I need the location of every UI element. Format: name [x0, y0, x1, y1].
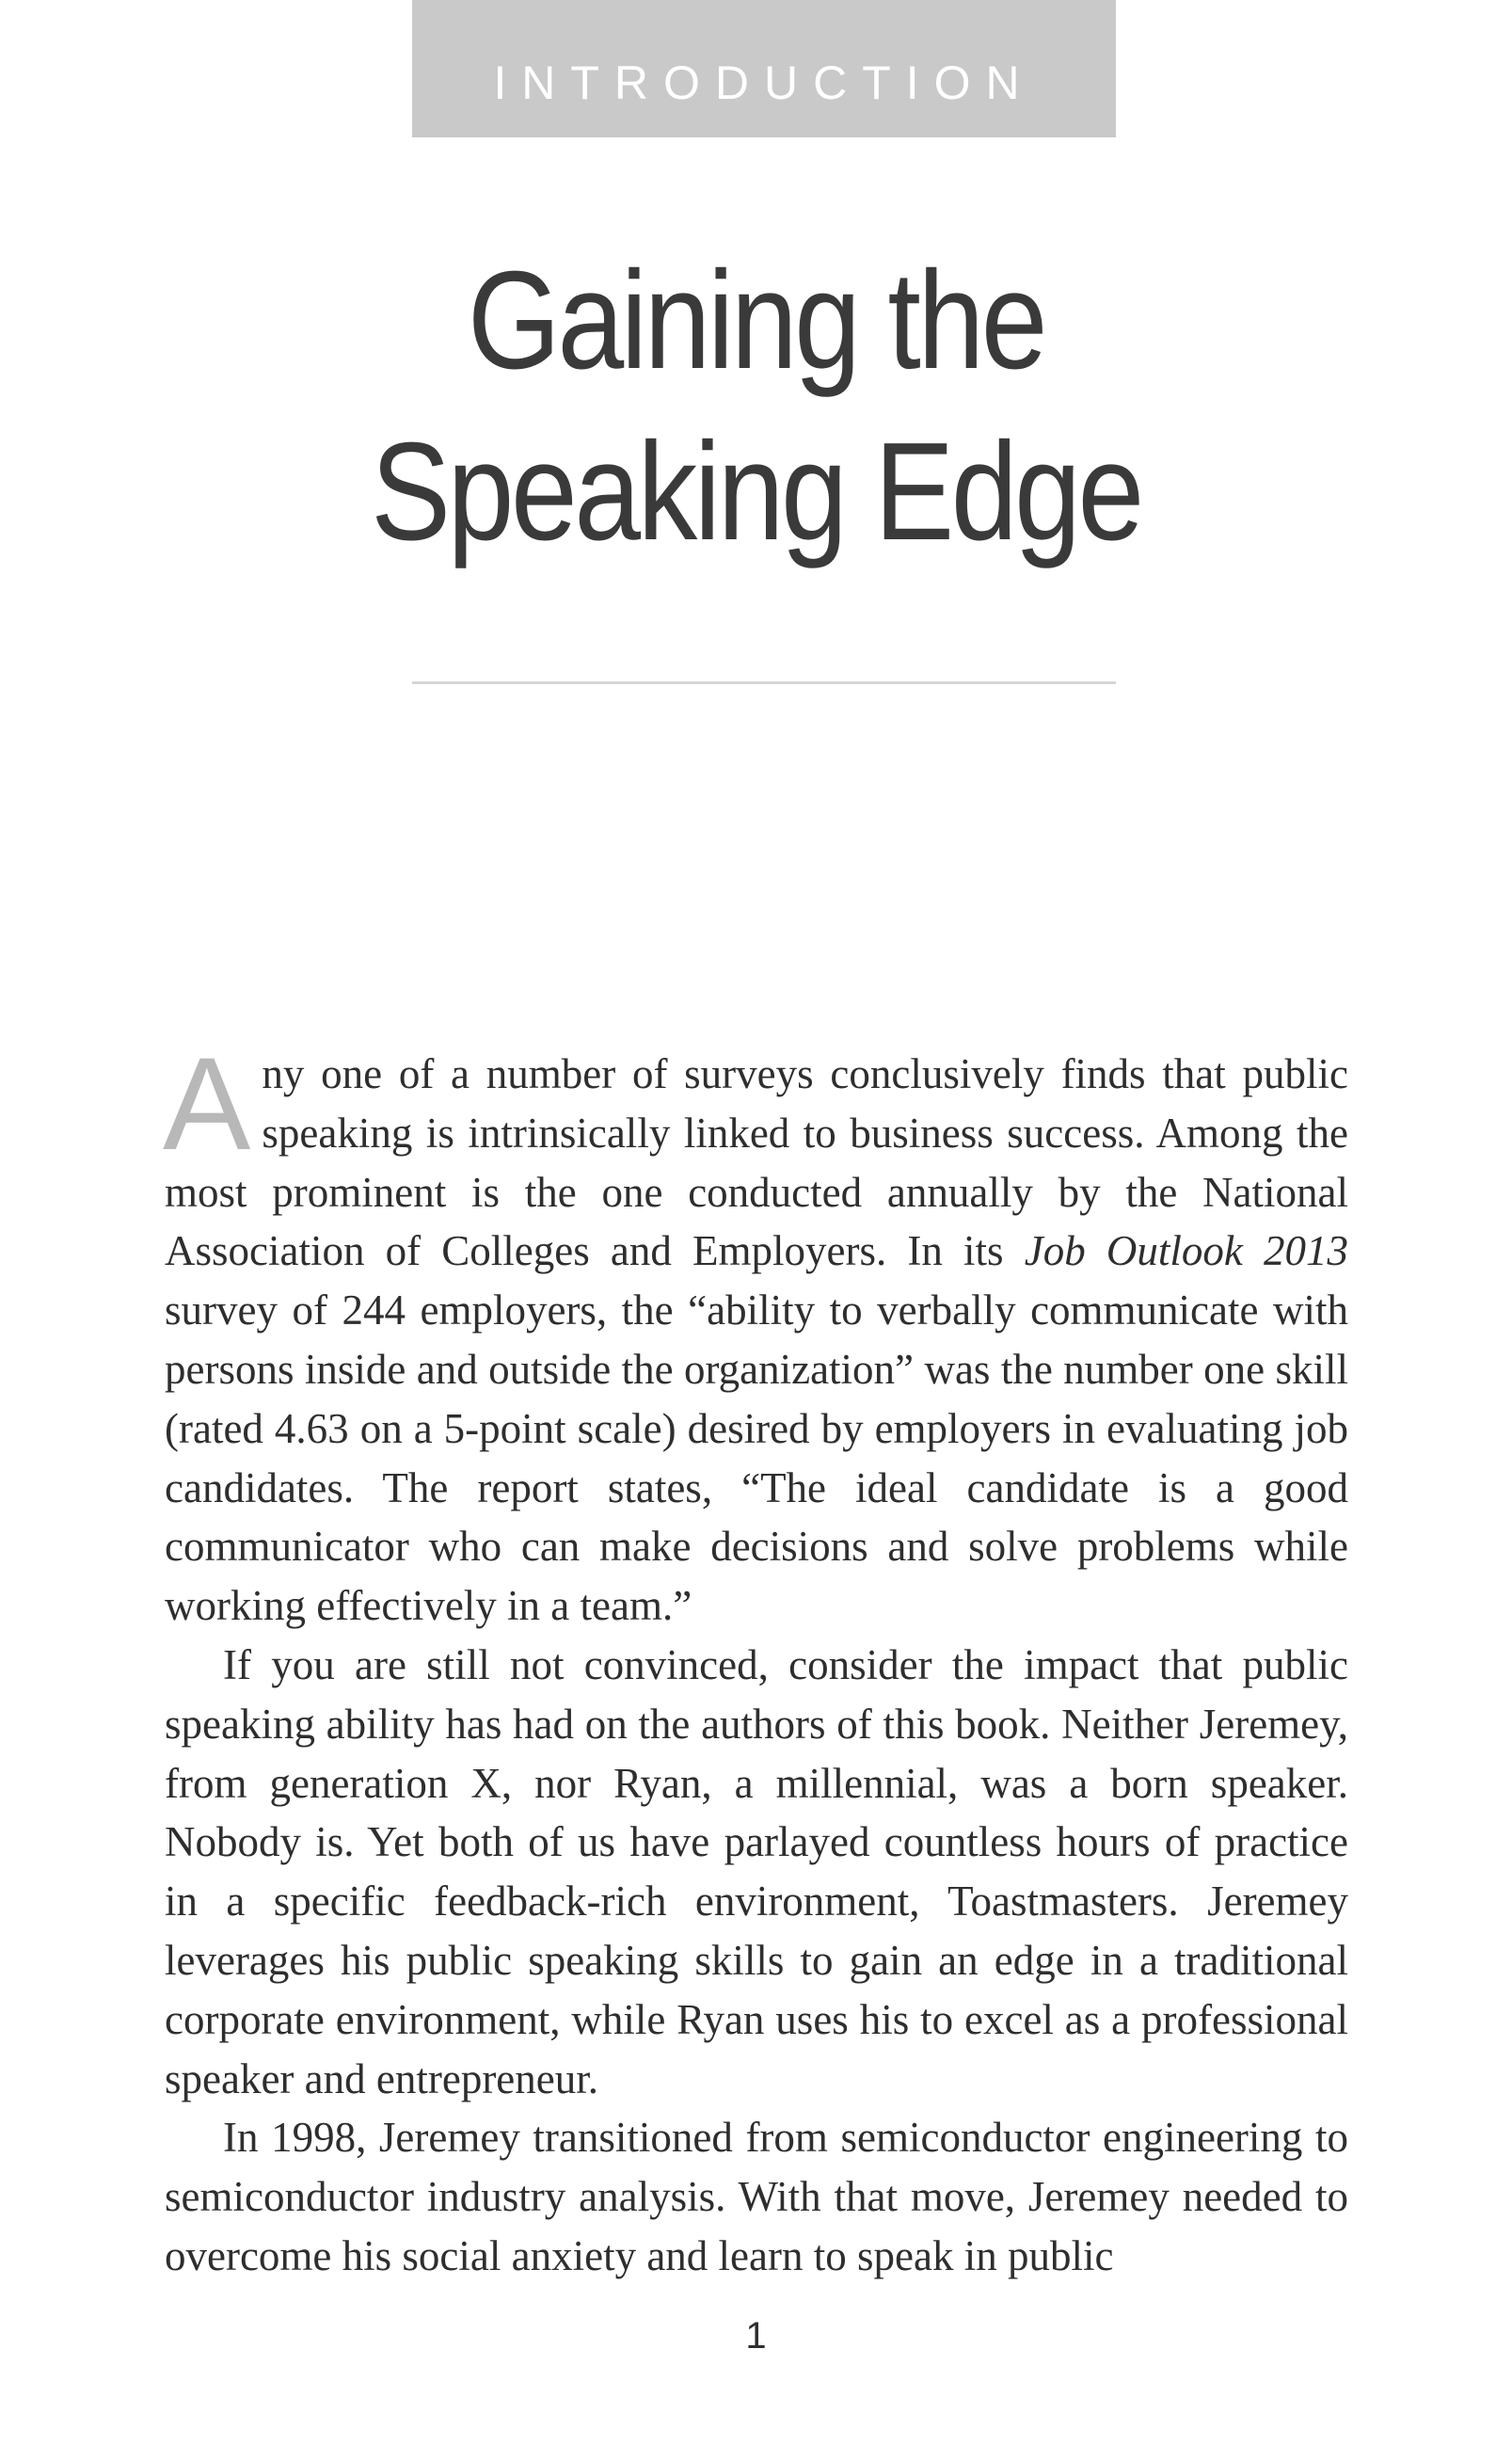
chapter-title-line-2: Speaking Edge: [371, 414, 1141, 569]
paragraph-1: [163, 1030, 1348, 1636]
paragraph-1-text-a: ny one of a number of surveys conclusively finds that public speaking is intrinsically linked to business success. Among the most prominent is the one conducted annually by the National Association of Colleges and Employers. In its: [165, 1050, 1348, 1275]
chapter-title: [235, 235, 1277, 578]
body-text: [163, 1030, 1348, 2286]
publication-title: Job Outlook 2013: [1024, 1227, 1348, 1275]
paragraph-2: If you are still not convinced, consider the impact that public speaking ability has had on the authors of this book. Neither Jeremey, from generation X, nor Ryan, a millennial, was a born speaker. Nobody is. Yet both of us have parlayed countless hours of practice in a specific feedback-rich environment, Toastmasters. Jeremey leverages his public speaking skills to gain an edge in a traditional corporate environment, while Ryan uses his to excel as a professional speaker and entrepreneur.: [165, 1640, 1348, 2102]
paragraph-1-text-b: survey of 244 employers, the “ability to verbally communicate with persons inside and outside the organization” was the number one skill (rated 4.63 on a 5-point scale) desired by employers in evaluating job candidates. The report states, “The ideal candidate is a good communicator who can make decisions and solve problems while working effectively in a team.”: [165, 1286, 1348, 1630]
chapter-title-line-1: Gaining the: [467, 243, 1045, 398]
title-divider: [412, 681, 1116, 684]
page-number: 1: [745, 2315, 767, 2357]
drop-cap: A: [163, 1030, 251, 1177]
paragraph-3: In 1998, Jeremey transitioned from semiconductor engineering to semiconductor industry analysis. With that move, Jeremey needed to overcome his social anxiety and learn to speak in public: [165, 2114, 1348, 2279]
chapter-label: INTRODUCTION: [493, 56, 1035, 109]
